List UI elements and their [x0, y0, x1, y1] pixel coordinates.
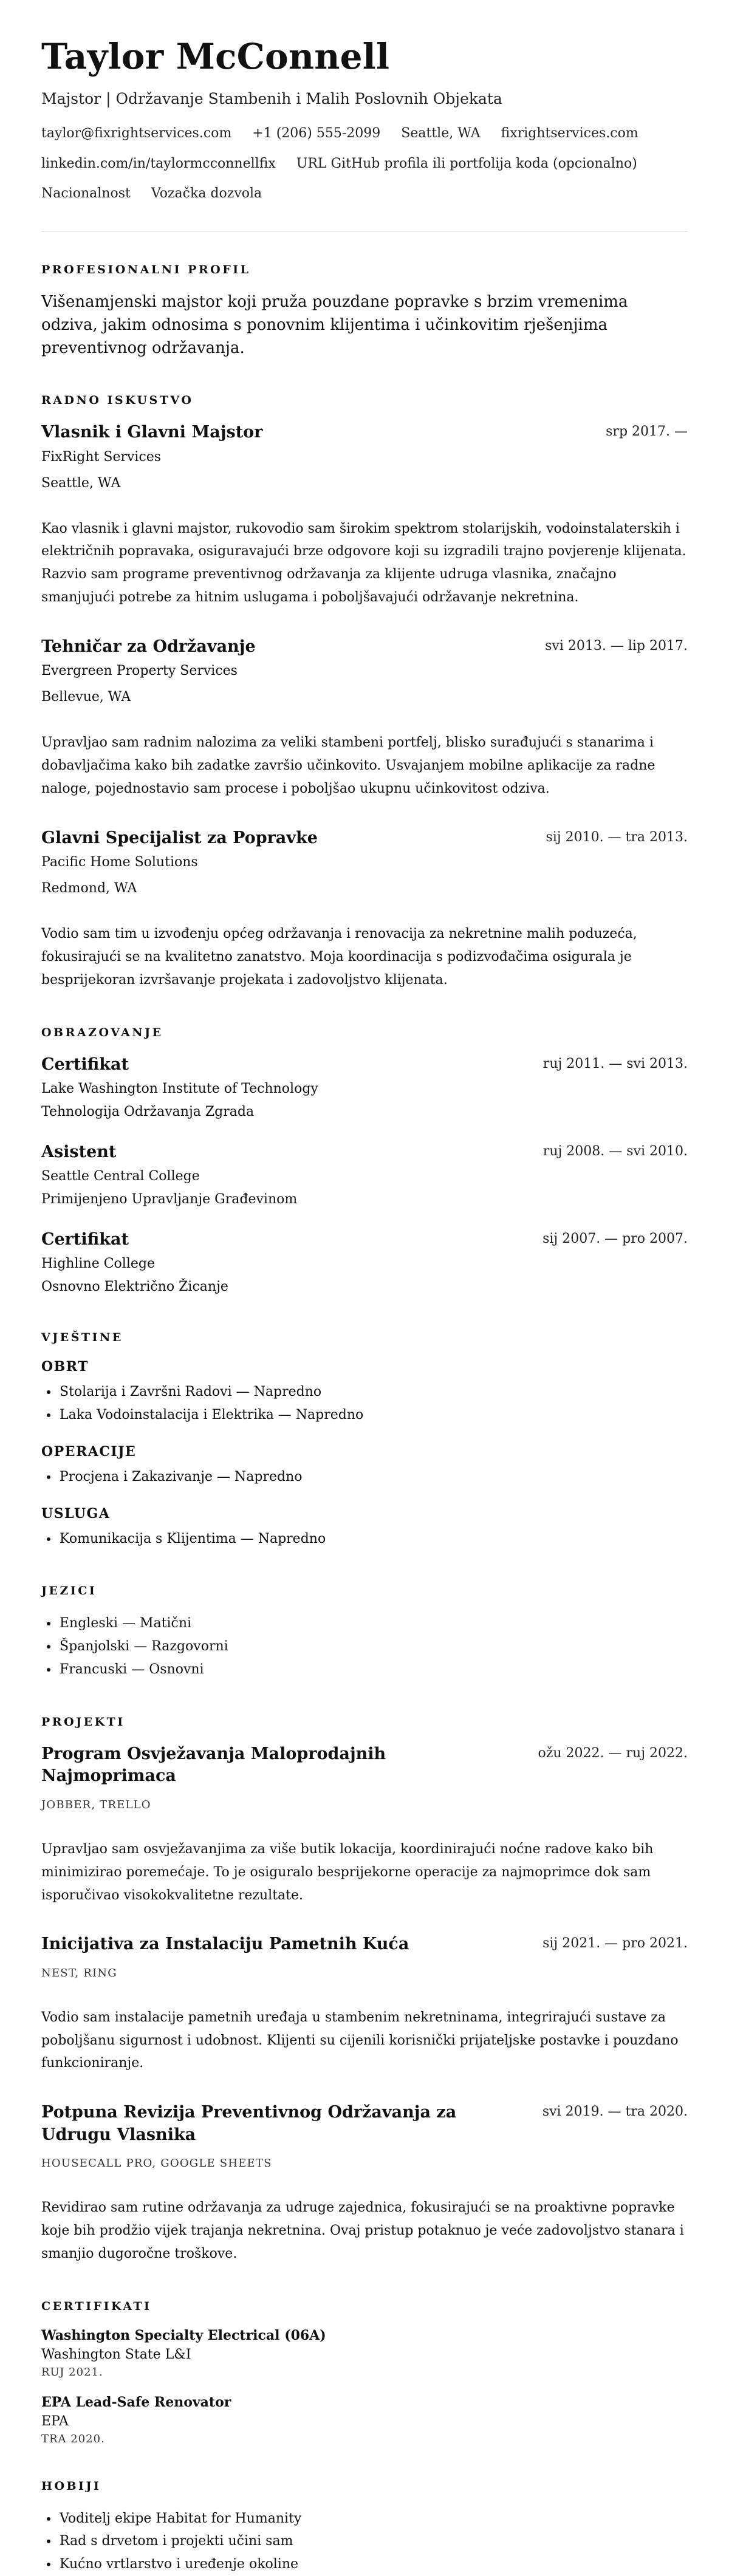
experience-entry — [41, 827, 688, 992]
profile-section — [41, 263, 688, 360]
skill-group-title: OPERACIJE — [41, 1443, 137, 1460]
job-location: Seattle, WA — [41, 475, 121, 491]
education-school: Lake Washington Institute of Technology — [41, 1081, 318, 1096]
certificate-issuer: Washington State L&I — [41, 2346, 191, 2362]
skill-item: • Procjena i Zakazivanje — Napredno — [58, 1466, 688, 1489]
job-title: Glavni Specijalist za Popravke — [41, 828, 318, 847]
hobby-item: • Voditelj ekipe Habitat for Humanity — [58, 2507, 688, 2530]
project-description: Vodio sam instalacije pametnih uređaja u stambenim nekretninama, integrirajući sustave za poboljšanu sigurnost i udobnost. Klijenti su cijenili korisnički prijateljske postavke i pouzdano funkcioniranje. — [41, 2009, 679, 2071]
certificates-section — [41, 2300, 688, 2445]
certificate-date: TRA 2020. — [41, 2432, 105, 2445]
education-field: Osnovno Električno Žicanje — [41, 1279, 228, 1295]
job-company: FixRight Services — [41, 449, 162, 465]
contact-license: Vozačka dozvola — [151, 186, 262, 202]
language-item: • Španjolski — Razgovorni — [58, 1635, 688, 1658]
contact-phone[interactable]: +1 (206) 555-2099 — [252, 125, 381, 141]
section-title-profile: PROFESIONALNI PROFIL — [41, 263, 251, 277]
education-section — [41, 1026, 688, 1297]
education-entry — [41, 1141, 688, 1209]
certificate-issuer: EPA — [41, 2413, 69, 2429]
candidate-headline: Majstor | Održavanje Stambenih i Malih Poslovnih Objekata — [41, 89, 502, 108]
education-field: Primijenjeno Upravljanje Građevinom — [41, 1192, 298, 1208]
project-date: ožu 2022. — ruj 2022. — [538, 1745, 688, 1761]
experience-entry — [41, 422, 688, 609]
certificate-name: EPA Lead-Safe Renovator — [41, 2394, 231, 2410]
contact-personal — [41, 181, 688, 207]
job-company: Pacific Home Solutions — [41, 855, 198, 870]
certificate-entry — [41, 2394, 688, 2445]
project-description: Revidirao sam rutine održavanja za udruge zajednica, fokusirajući se na proaktivne popravke koje bih prodžio vijek trajanja nekretnina. Ovaj pristup potaknuo je veće zadovoljstvo stanara i smanjio dugoročne troškove. — [41, 2200, 684, 2261]
skill-list — [41, 1528, 688, 1551]
candidate-name: Taylor McConnell — [41, 36, 390, 77]
project-date: sij 2021. — pro 2021. — [542, 1936, 688, 1952]
education-date: sij 2007. — pro 2007. — [542, 1231, 688, 1246]
hobby-item: • Rad s drvetom i projekti učini sam — [58, 2530, 688, 2553]
project-entry — [41, 2102, 688, 2265]
contact-location: Seattle, WA — [401, 125, 481, 141]
job-company: Evergreen Property Services — [41, 663, 238, 679]
skills-section — [41, 1331, 688, 1550]
skill-group-title: OBRT — [41, 1359, 89, 1375]
project-entry — [41, 1743, 688, 1907]
job-location: Bellevue, WA — [41, 689, 131, 705]
skill-item: • Laka Vodoinstalacija i Elektrika — Napredno — [58, 1404, 688, 1427]
contact-email[interactable]: taylor@fixrightservices.com — [41, 125, 232, 141]
education-degree: Asistent — [41, 1142, 117, 1161]
project-tech: HOUSECALL PRO, GOOGLE SHEETS — [41, 2157, 272, 2170]
project-tech: NEST, RING — [41, 1966, 117, 1980]
project-entry — [41, 1933, 688, 2075]
contact-info — [41, 121, 688, 146]
certificate-entry — [41, 2328, 688, 2379]
project-name: Inicijativa za Instalaciju Pametnih Kuća — [41, 1935, 409, 1954]
language-item: • Francuski — Osnovni — [58, 1658, 688, 1681]
projects-section — [41, 1715, 688, 2266]
contact-github[interactable]: URL GitHub profila ili portfolija koda (opcionalno) — [296, 155, 637, 171]
languages-section — [41, 1584, 688, 1681]
section-title-education: OBRAZOVANJE — [41, 1025, 163, 1039]
experience-section — [41, 394, 688, 991]
experience-entry — [41, 636, 688, 801]
job-title: Vlasnik i Glavni Majstor — [41, 423, 263, 442]
education-entry — [41, 1229, 688, 1297]
language-item: • Engleski — Matični — [58, 1612, 688, 1635]
job-title: Tehničar za Održavanje — [41, 637, 256, 656]
section-title-experience: RADNO ISKUSTVO — [41, 394, 194, 408]
contact-links — [41, 151, 688, 177]
education-entry — [41, 1054, 688, 1122]
project-name: Program Osvježavanja Maloprodajnih Najmoprimaca — [41, 1744, 386, 1786]
contact-website[interactable]: fixrightservices.com — [501, 125, 638, 141]
education-date: ruj 2008. — svi 2010. — [542, 1143, 688, 1159]
certificate-name: Washington Specialty Electrical (06A) — [41, 2327, 326, 2343]
job-description: Upravljao sam radnim nalozima za veliki stambeni portfelj, blisko surađujući s stanarima i dobavljačima kako bih zadatke završio učinkovito. Usvajanjem mobilne aplikacije za radne naloge, pojednostavio sam procese i poboljšao ukupnu učinkovitost odziva. — [41, 735, 655, 796]
skill-group-title: USLUGA — [41, 1505, 111, 1522]
job-location: Redmond, WA — [41, 881, 137, 897]
profile-summary: Višenamjenski majstor koji pruža pouzdane popravke s brzim vremenima odziva, jakim odnosima s ponovnim klijentima i učinkovitim rješenjima preventivnog održavanja. — [41, 293, 628, 357]
hobby-item: • Kućno vrtlarstvo i uređenje okoline — [58, 2553, 688, 2576]
education-degree: Certifikat — [41, 1229, 129, 1249]
education-school: Seattle Central College — [41, 1169, 200, 1184]
skill-list — [41, 1466, 688, 1489]
job-description: Vodio sam tim u izvođenju općeg održavanja i renovacija za nekretnine malih poduzeća, fokusirajući se na kvalitetno zanatstvo. Moja koordinacija s podizvođačima osigurala je besprijekoran izvršavanje projekata i zadovoljstvo klijenata. — [41, 926, 637, 988]
education-date: ruj 2011. — svi 2013. — [542, 1056, 688, 1071]
education-field: Tehnologija Održavanja Zgrada — [41, 1104, 255, 1119]
section-title-skills: VJEŠTINE — [41, 1331, 123, 1345]
contact-nationality: Nacionalnost — [41, 186, 131, 202]
job-date: srp 2017. — — [606, 424, 688, 440]
language-list — [41, 1612, 688, 1681]
skill-item: • Komunikacija s Klijentima — Napredno — [58, 1528, 688, 1551]
section-title-certificates: CERTIFIKATI — [41, 2299, 152, 2313]
education-school: Highline College — [41, 1256, 155, 1272]
project-name: Potpuna Revizija Preventivnog Održavanja za Udrugu Vlasnika — [41, 2103, 457, 2144]
job-description: Kao vlasnik i glavni majstor, rukovodio sam širokim spektrom stolarijskih, vodoinstalaterskih i električnih popravaka, osiguravajući brze odgovore koji su izgradili trajno povjerenje klijenata. Razvio sam programe preventivnog održavanja za klijente udruga vlasnika, značajno smanjujući potrebe za hitnim uslugama i poboljšavajući održavanje nekretnina. — [41, 521, 686, 606]
skill-item: • Stolarija i Završni Radovi — Napredno — [58, 1381, 688, 1404]
education-degree: Certifikat — [41, 1054, 129, 1074]
contact-linkedin[interactable]: linkedin.com/in/taylormcconnellfix — [41, 155, 276, 171]
project-tech: JOBBER, TRELLO — [41, 1798, 151, 1811]
job-date: svi 2013. — lip 2017. — [545, 638, 688, 654]
section-title-projects: PROJEKTI — [41, 1715, 125, 1729]
section-title-hobbies: HOBIJI — [41, 2479, 101, 2493]
hobbies-section — [41, 2479, 688, 2576]
job-date: sij 2010. — tra 2013. — [546, 829, 688, 845]
section-title-languages: JEZICI — [41, 1584, 97, 1598]
project-date: svi 2019. — tra 2020. — [542, 2104, 688, 2120]
skill-list — [41, 1381, 688, 1427]
project-description: Upravljao sam osvježavanjima za više butik lokacija, koordinirajući noćne radove kako bih minimizirao poremećaje. To je osiguralo besprijekorne operacije za najmoprimce dok sam isporučivao visokokvalitetne rezultate. — [41, 1841, 654, 1903]
certificate-date: RUJ 2021. — [41, 2365, 103, 2379]
hobby-list — [41, 2507, 688, 2576]
